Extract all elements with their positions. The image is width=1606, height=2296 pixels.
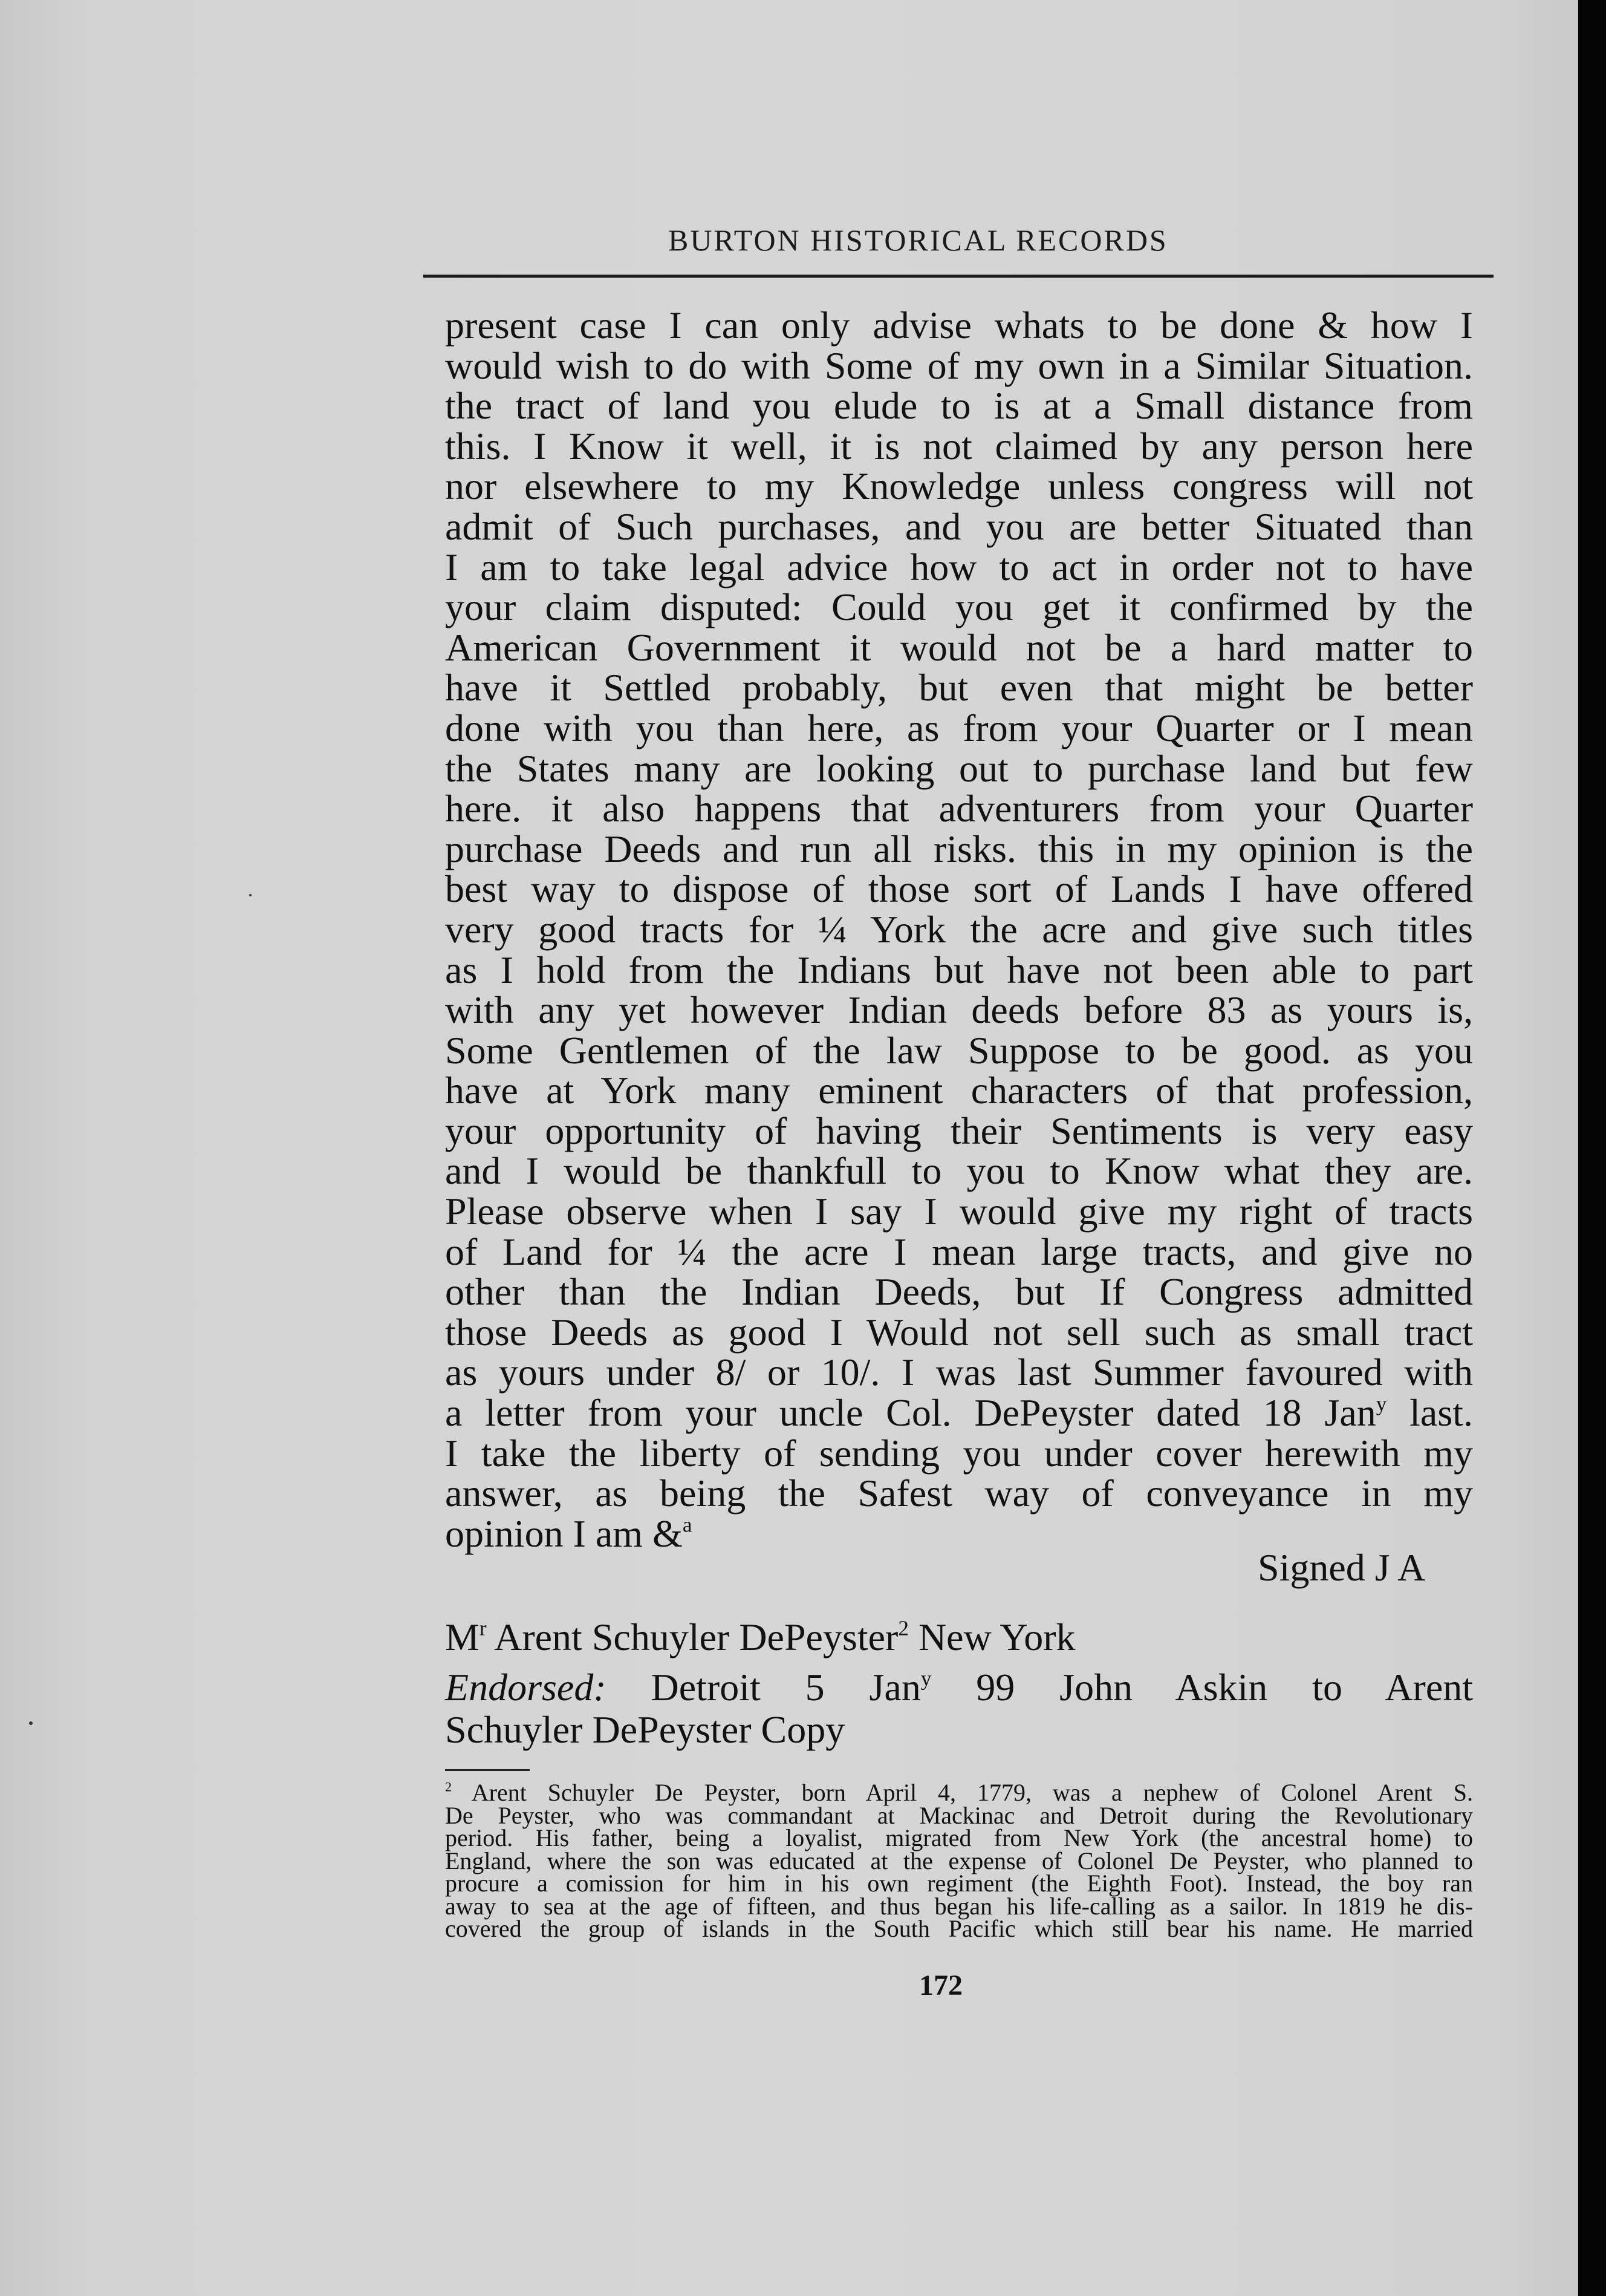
footnote-line: De Peyster, who was commandant at Mackinac and Detroit during the Revolutionary <box>445 1801 1473 1829</box>
letter-line: as I hold from the Indians but have not been able to part <box>445 948 1473 991</box>
letter-line <box>445 1393 1473 1433</box>
letter-line: very good tracts for ¼ York the acre and give such titles <box>445 907 1473 951</box>
letter-line: the tract of land you elude to is at a Small distance from <box>445 384 1473 428</box>
footnote <box>445 1781 1473 1940</box>
letter-line: I take the liberty of sending you under cover herewith my <box>445 1431 1473 1475</box>
addressee-name: Arent Schuyler DePeyster <box>486 1616 899 1658</box>
superscript: y <box>920 1666 932 1691</box>
letter-line: I am to take legal advice how to act in order not to have <box>445 545 1473 589</box>
footnote-line: covered the group of islands in the South Pacific which still bear his name. He married <box>445 1915 1473 1942</box>
letter-line: nor elsewhere to my Knowledge unless congress will not <box>445 465 1473 508</box>
letter-line: done with you than here, as from your Quarter or I mean <box>445 706 1473 749</box>
letter-line: answer, as being the Safest way of conveyance in my <box>445 1472 1473 1515</box>
letter-line: best way to dispose of those sort of Lands I have offered <box>445 867 1473 911</box>
addressee-line <box>445 1615 1076 1660</box>
letter-line: have it Settled probably, but even that might be better <box>445 666 1473 709</box>
endorsement-text: Detroit 5 Jan <box>606 1666 921 1709</box>
letter-line: would wish to do with Some of my own in a Similar Situation. <box>445 344 1473 387</box>
letter-line: this. I Know it well, it is not claimed by any person here <box>445 424 1473 468</box>
letter-line: the States many are looking out to purchase land but few <box>445 746 1473 790</box>
footnote-line: England, where the son was educated at the expense of Colonel De Peyster, who planned to <box>445 1847 1473 1874</box>
letter-line: Please observe when I say I would give my right of tracts <box>445 1190 1473 1233</box>
superscript: r <box>479 1616 487 1640</box>
letter-line: Some Gentlemen of the law Suppose to be good. as you <box>445 1028 1473 1072</box>
footnote-marker: 2 <box>445 1779 452 1795</box>
letter-line: your claim disputed: Could you get it confirmed by the <box>445 585 1473 629</box>
letter-body <box>445 305 1473 1554</box>
superscript: y <box>1376 1392 1387 1416</box>
endorsement-text: 99 John Askin to Arent <box>931 1666 1474 1709</box>
running-header: BURTON HISTORICAL RECORDS <box>668 223 1168 257</box>
footnote-line: period. His father, being a loyalist, migrated from New York (the ancestral home) to <box>445 1824 1473 1851</box>
letter-line: purchase Deeds and run all risks. this in my opinion is the <box>445 827 1473 870</box>
footnote-line: procure a comission for him in his own regiment (the Eighth Foot). Instead, the boy ran <box>445 1870 1473 1897</box>
header-rule <box>423 275 1494 278</box>
page-number: 172 <box>919 1969 963 2001</box>
paper-speck <box>29 1721 33 1725</box>
endorsement-label: Endorsed: <box>445 1666 606 1709</box>
footnote-text: Arent Schuyler De Peyster, born April 4, 1779, was a nephew of Colonel Arent S. <box>452 1779 1473 1806</box>
letter-line: those Deeds as good I Would not sell such as small tract <box>445 1310 1473 1354</box>
letter-line: as yours under 8/ or 10/. I was last Summer favoured with <box>445 1351 1473 1394</box>
footnote-rule <box>445 1769 530 1771</box>
letter-line: of Land for ¼ the acre I mean large tracts, and give no <box>445 1230 1473 1273</box>
letter-line: and I would be thankfull to you to Know what they are. <box>445 1149 1473 1193</box>
letter-line: American Government it would not be a hard matter to <box>445 625 1473 669</box>
footnote-line <box>445 1781 1473 1804</box>
letter-line: present case I can only advise whats to be done & how I <box>445 304 1473 347</box>
letter-line: with any yet however Indian deeds before 83 as yours is, <box>445 988 1473 1032</box>
letter-line: your opportunity of having their Sentiments is very easy <box>445 1109 1473 1152</box>
addressee-place: New York <box>908 1616 1076 1658</box>
letter-line: other than the Indian Deeds, but If Congress admitted <box>445 1270 1473 1314</box>
letter-line-text: a letter from your uncle Col. DePeyster dated 18 Jan <box>445 1391 1376 1435</box>
footnote-line: away to sea at the age of fifteen, and thus began his life-calling as a sailor. In 1819 he dis- <box>445 1892 1473 1920</box>
addressee-prefix: M <box>445 1616 480 1658</box>
endorsement-line: Schuyler DePeyster Copy <box>445 1708 845 1751</box>
letter-line: have at York many eminent characters of that profession, <box>445 1069 1473 1112</box>
letter-line: here. it also happens that adventurers from your Quarter <box>445 787 1473 830</box>
paper-speck <box>249 894 252 896</box>
endorsement <box>445 1666 1473 1751</box>
footnote-reference: 2 <box>898 1616 909 1640</box>
endorsement-line <box>445 1666 1473 1709</box>
scan-edge <box>1578 0 1606 2296</box>
letter-line-text: opinion I am & <box>445 1512 683 1555</box>
letter-line-text: last. <box>1387 1391 1474 1435</box>
signature-line: Signed J A <box>1258 1546 1426 1589</box>
superscript: a <box>682 1513 692 1537</box>
letter-line: admit of Such purchases, and you are better Situated than <box>445 504 1473 548</box>
